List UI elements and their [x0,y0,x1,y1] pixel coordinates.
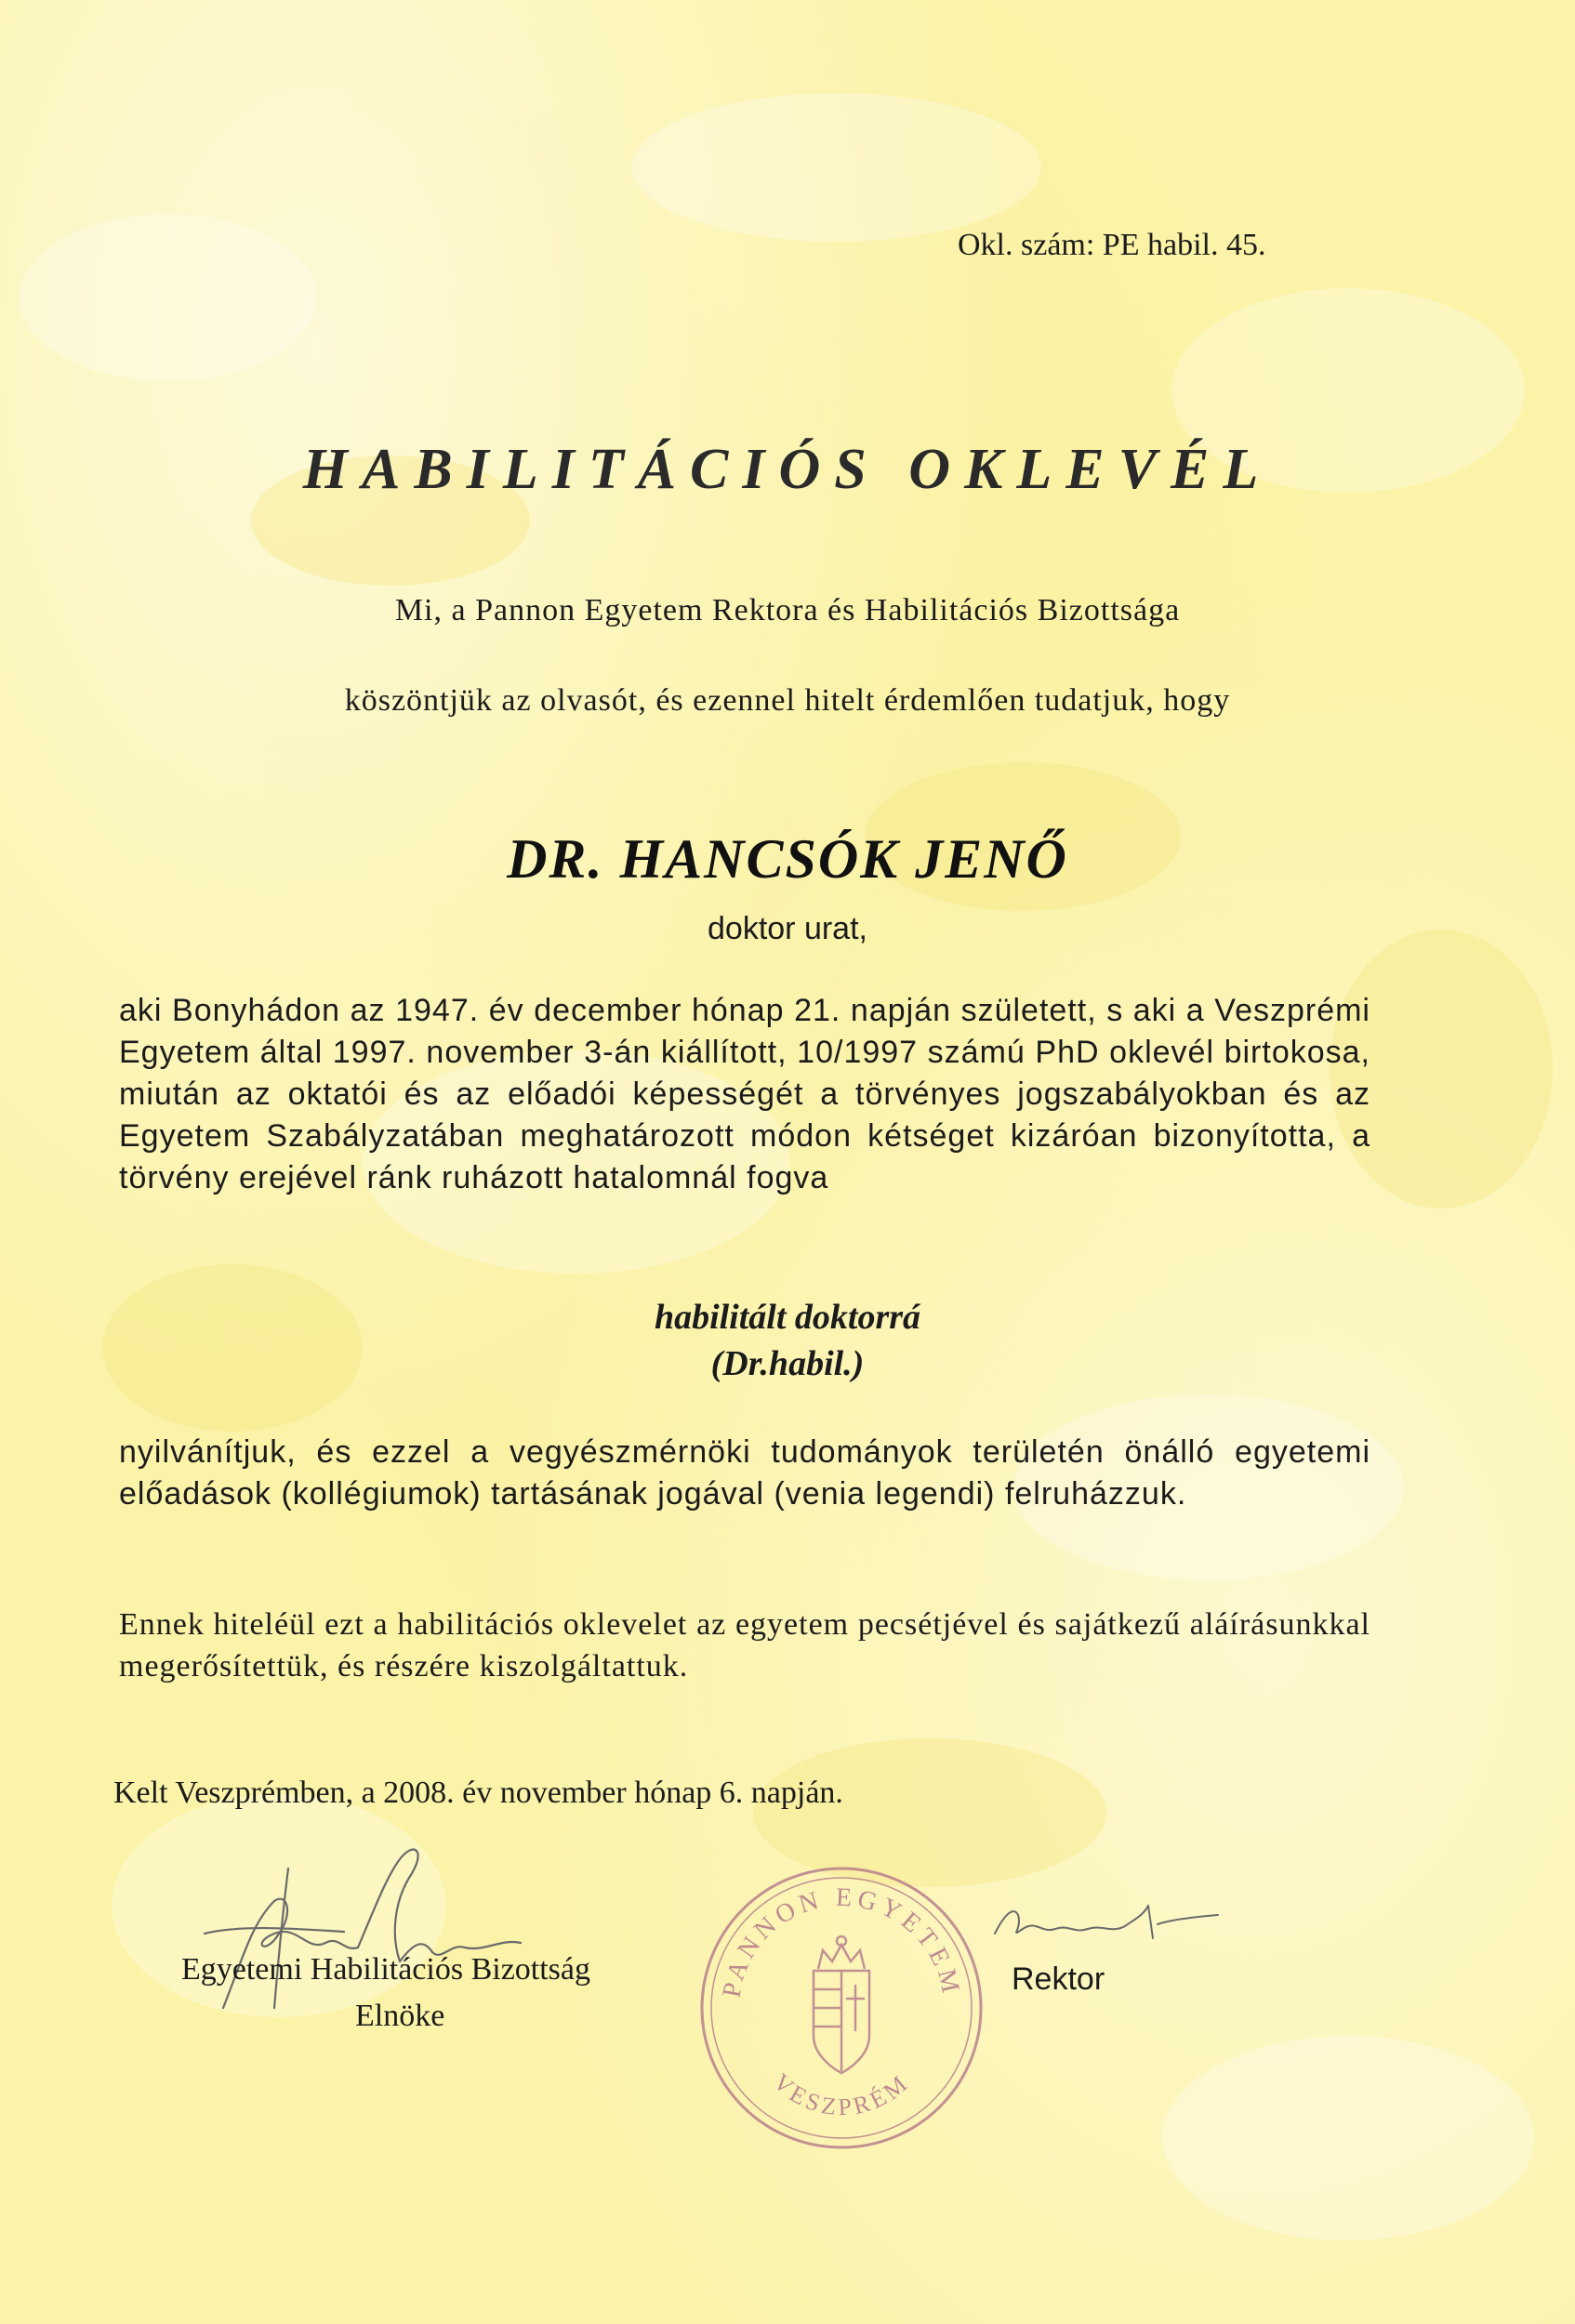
intro-line-1: Mi, a Pannon Egyetem Rektora és Habilitációs Bizottsága [394,593,1181,627]
recipient-salutation: doktor urat, [708,911,867,946]
chairman-signature [186,1822,576,2027]
place-and-date: Kelt Veszprémben, a 2008. év november hónap 6. napján. [113,1776,843,1810]
rector-title: Rektor [1012,1961,1105,1997]
intro-line-2: köszöntjük az olvasót, és ezennel hitelt érdemlően tudatjuk, hogy [344,683,1231,718]
seal-top-text: PANNON EGYETEM [717,1882,966,2000]
degree-abbreviation: (Dr.habil.) [710,1344,865,1383]
document-title: HABILITÁCIÓS OKLEVÉL [302,438,1273,501]
university-seal [693,1859,990,2157]
svg-text:VESZPRÉM [768,2068,915,2121]
body-paragraph-2: nyilvánítjuk, és ezzel a vegyészmérnöki tudományok területén önálló egyetemi előadások (kollégiumok) tartásának jogával (venia legendi) felruházzuk. [119,1434,1370,1512]
chairman-title-line-2: Elnöke [355,1999,445,2033]
body-paragraph-1: aki Bonyhádon az 1947. év december hónap 21. napján született, s aki a Veszprémi Egyetem által 1997. november 3-án kiállított, 10/1997 számú PhD oklevél birtokosa, miután az oktatói és az előadói képességét a törvényes jogszabályokban és az Egyetem Szabályzatában meghatározott módon kétséget kizáróan bizonyította, a törvény erejével ránk ruházott hatalomnál fogva [119,993,1370,1195]
recipient-name: DR. HANCSÓK JENŐ [507,828,1068,890]
degree-title: habilitált doktorrá [654,1298,921,1337]
seal-bottom-text: VESZPRÉM [768,2067,915,2121]
rector-signature [986,1887,1227,1961]
document-number: Okl. szám: PE habil. 45. [958,228,1266,262]
chairman-title-line-1: Egyetemi Habilitációs Bizottság [181,1952,591,1987]
body-paragraph-3: Ennek hiteléül ezt a habilitációs oklevelet az egyetem pecsétjével és sajátkezű aláírásunkkal megerősítettük, és részére kiszolgáltattuk. [119,1607,1370,1684]
coat-of-arms-icon [814,1936,869,2073]
